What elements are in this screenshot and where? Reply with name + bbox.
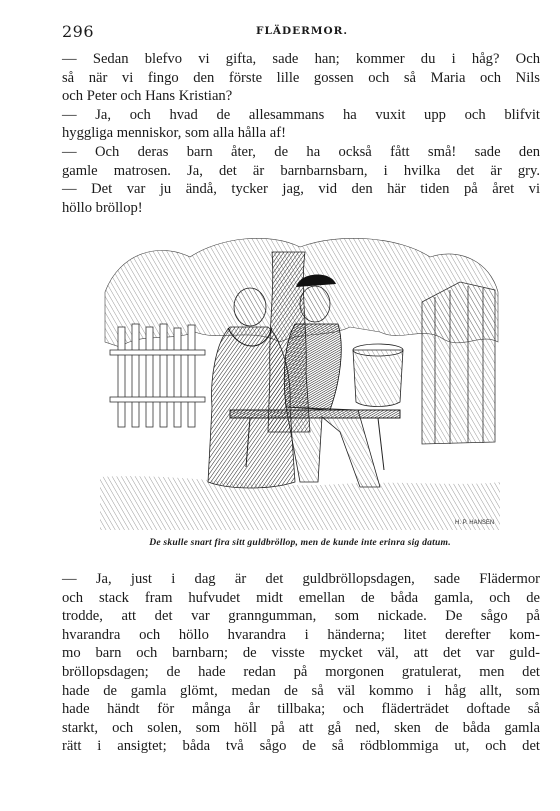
bottom-paragraph bbox=[62, 570, 540, 756]
picket-fence bbox=[110, 324, 205, 427]
ground bbox=[100, 476, 500, 530]
page-header bbox=[62, 22, 542, 42]
text-line: och Peter och Hans Kristian? bbox=[62, 88, 233, 105]
text-line: — Ja, just i dag är det guldbröllopsdagen, sade Flädermor bbox=[62, 571, 540, 587]
text-line: hade de gamla glömt, medan de så väl kommo i håg allt, som bbox=[62, 682, 540, 699]
barrel bbox=[353, 344, 403, 407]
text-line: starkt, och solen, som höll på att gå ned, sken de båda gamla bbox=[62, 719, 540, 736]
text-line: — Det var ju ändå, tycker jag, vid den här tiden på året vi bbox=[62, 181, 540, 198]
text-line: gamle matrosen. Ja, det är barnbarnsbarn, i hvilka det är gry. bbox=[62, 162, 540, 179]
running-title: FLÄDERMOR. bbox=[256, 25, 348, 37]
text-line: hvarandra och höllo hvarandra i händerna; litet derefter kom- bbox=[62, 626, 540, 643]
text-line: så när vi fingo den förste lille gossen och så Maria och Nils bbox=[62, 69, 540, 86]
text-line: trodde, att det var granngumman, som nickade. De sågo på bbox=[62, 608, 540, 625]
text-line: — Ja, och hvad de allesammans ha vuxit upp och blifvit bbox=[62, 106, 540, 123]
text-line: och stack fram hufvudet midt emellan de båda gamla, och de bbox=[62, 589, 540, 606]
engraving-illustration bbox=[100, 232, 500, 530]
text-line: — Sedan blefvo vi gifta, sade han; kommer du i håg? Och bbox=[62, 51, 540, 67]
wooden-gate bbox=[422, 282, 495, 444]
text-line: bröllopsdagen; de hade redan på morgonen gratulerat, men det bbox=[62, 663, 540, 680]
illustrator-signature: H. P. HANSEN bbox=[455, 520, 495, 526]
illustration-caption: De skulle snart fira sitt guldbröllop, men de kunde inte erinra sig datum. bbox=[149, 537, 451, 548]
text-line: höllo bröllop! bbox=[62, 199, 143, 216]
text-line: hade händt för många år tillbaka; och fläderträdet doftade så bbox=[62, 701, 540, 718]
text-line: mo barn och barnbarn; de visste mycket väl, att det var guld- bbox=[62, 645, 540, 662]
top-paragraph bbox=[62, 50, 540, 217]
text-line: rätt i ansigtet; båda två sågo de så rödblommiga ut, och det bbox=[62, 738, 540, 755]
text-line: — Och deras barn åter, de ha också fått små! sade den bbox=[62, 143, 540, 160]
text-line: hyggliga menniskor, som alla hålla af! bbox=[62, 125, 286, 142]
page-number: 296 bbox=[62, 22, 95, 41]
